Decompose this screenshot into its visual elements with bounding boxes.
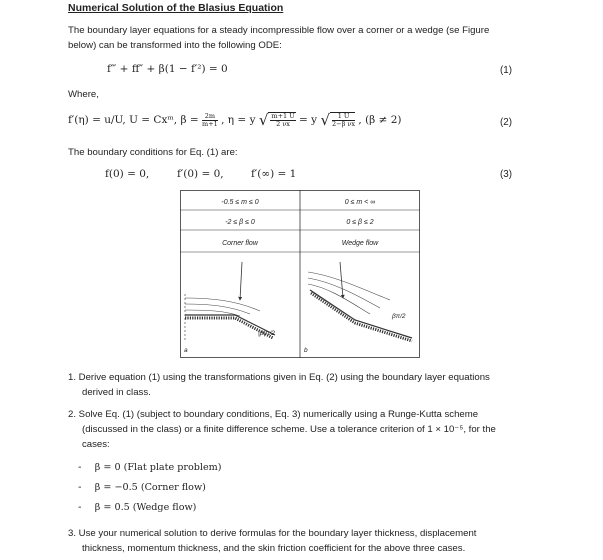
sqrt-2 — [330, 112, 355, 128]
sqrt1-num: m+1 U — [271, 112, 295, 120]
sqrt-symbol-1: √ — [258, 110, 269, 129]
task-2-line-1: 2. Solve Eq. (1) (subject to boundary conditions, Eq. 3) numerically using a Runge-Kutta scheme — [68, 409, 479, 420]
beta-fraction-den: m+1 — [202, 119, 218, 128]
task-1-line-1: 1. Derive equation (1) using the transformations given in Eq. (2) using the boundary layer equations — [68, 372, 490, 383]
task-2-line-3: cases: — [82, 439, 110, 450]
task-3 — [68, 526, 476, 556]
sqrt2-fraction — [332, 113, 355, 128]
corner-wedge-figure — [180, 190, 420, 358]
equation-2 — [68, 112, 402, 128]
document-title: Numerical Solution of the Blasius Equation — [68, 2, 284, 14]
wedge-flow-diagram — [304, 262, 412, 354]
corner-streamline-2 — [185, 304, 250, 314]
bullet-dash-2: - — [78, 482, 82, 493]
wedge-streamline-3 — [308, 272, 390, 300]
bc-1: f(0) = 0, — [105, 168, 150, 180]
bullet-dash-3: - — [78, 502, 82, 513]
sqrt-symbol-2: √ — [320, 110, 331, 129]
case-list-item-2 — [78, 478, 221, 498]
intro-line-1: The boundary layer equations for a steady incompressible flow over a corner or a wedge (se Figure — [68, 25, 490, 36]
sqrt1-den: 2 νx — [276, 120, 290, 128]
sqrt2-num: 1 U — [332, 113, 355, 121]
task-1-line-2: derived in class. — [82, 387, 151, 398]
panel-a-label: a — [184, 347, 188, 354]
eq2-part2: , η = y — [221, 114, 256, 126]
left-m-range: -0.5 ≤ m ≤ 0 — [221, 199, 259, 206]
sqrt2-den: 2−β νx — [332, 120, 356, 128]
eq2-part3: = y — [299, 114, 318, 126]
equation-1: f‴ + ff″ + β(1 − f′²) = 0 — [107, 63, 228, 75]
intro-paragraph — [68, 23, 489, 53]
case-list-item-1 — [78, 458, 221, 478]
wedge-arrow-incoming — [340, 262, 343, 298]
task-3-line-2: thickness, momentum thickness, and the skin friction coefficient for the above three cases. — [82, 543, 466, 554]
equation-3-number: (3) — [500, 169, 512, 180]
sqrt-1 — [268, 112, 295, 128]
task-2 — [68, 407, 496, 452]
case-flat-plate: β = 0 (Flat plate problem) — [94, 462, 222, 473]
bc-3: f′(∞) = 1 — [251, 168, 297, 180]
wedge-flow-label: Wedge flow — [341, 240, 379, 247]
wedge-angle-label: βπ/2 — [392, 313, 406, 320]
equation-2-number: (2) — [500, 117, 512, 128]
panel-b-label: b — [304, 347, 308, 354]
task-1 — [68, 370, 490, 400]
sqrt1-fraction — [270, 113, 295, 128]
eq2-part4: , (β ≠ 2) — [358, 114, 402, 126]
task-2-line-2: (discussed in the class) or a finite difference scheme. Use a tolerance criterion of 1 × 10⁻⁵, for the — [82, 424, 496, 435]
task-3-line-1: 3. Use your numerical solution to derive formulas for the boundary layer thickness, displacement — [68, 528, 477, 539]
case-list — [78, 458, 221, 518]
corner-arrow-incoming — [240, 262, 242, 300]
case-wedge-flow: β = 0.5 (Wedge flow) — [94, 502, 197, 513]
case-corner-flow: β = −0.5 (Corner flow) — [94, 482, 206, 493]
corner-flow-diagram — [184, 262, 275, 354]
beta-fraction — [202, 113, 218, 128]
right-m-range: 0 ≤ m < ∞ — [344, 199, 376, 206]
corner-angle-label: |β|π/2 — [258, 330, 275, 337]
intro-line-2: below) can be transformed into the following ODE: — [68, 40, 282, 51]
bc-2: f′(0) = 0, — [177, 168, 224, 180]
beta-fraction-num: 2m — [202, 113, 218, 121]
corner-flow-label: Corner flow — [222, 240, 258, 247]
left-beta-range: -2 ≤ β ≤ 0 — [225, 219, 255, 226]
where-label: Where, — [68, 89, 99, 100]
bc-intro: The boundary conditions for Eq. (1) are: — [68, 147, 238, 158]
right-beta-range: 0 ≤ β ≤ 2 — [346, 219, 374, 226]
wedge-streamline-2 — [308, 278, 380, 308]
bullet-dash-1: - — [78, 462, 82, 473]
equation-1-number: (1) — [500, 65, 512, 76]
eq2-part1: f′(η) = u/U, U = Cxᵐ, β = — [68, 114, 199, 126]
case-list-item-3 — [78, 498, 221, 518]
